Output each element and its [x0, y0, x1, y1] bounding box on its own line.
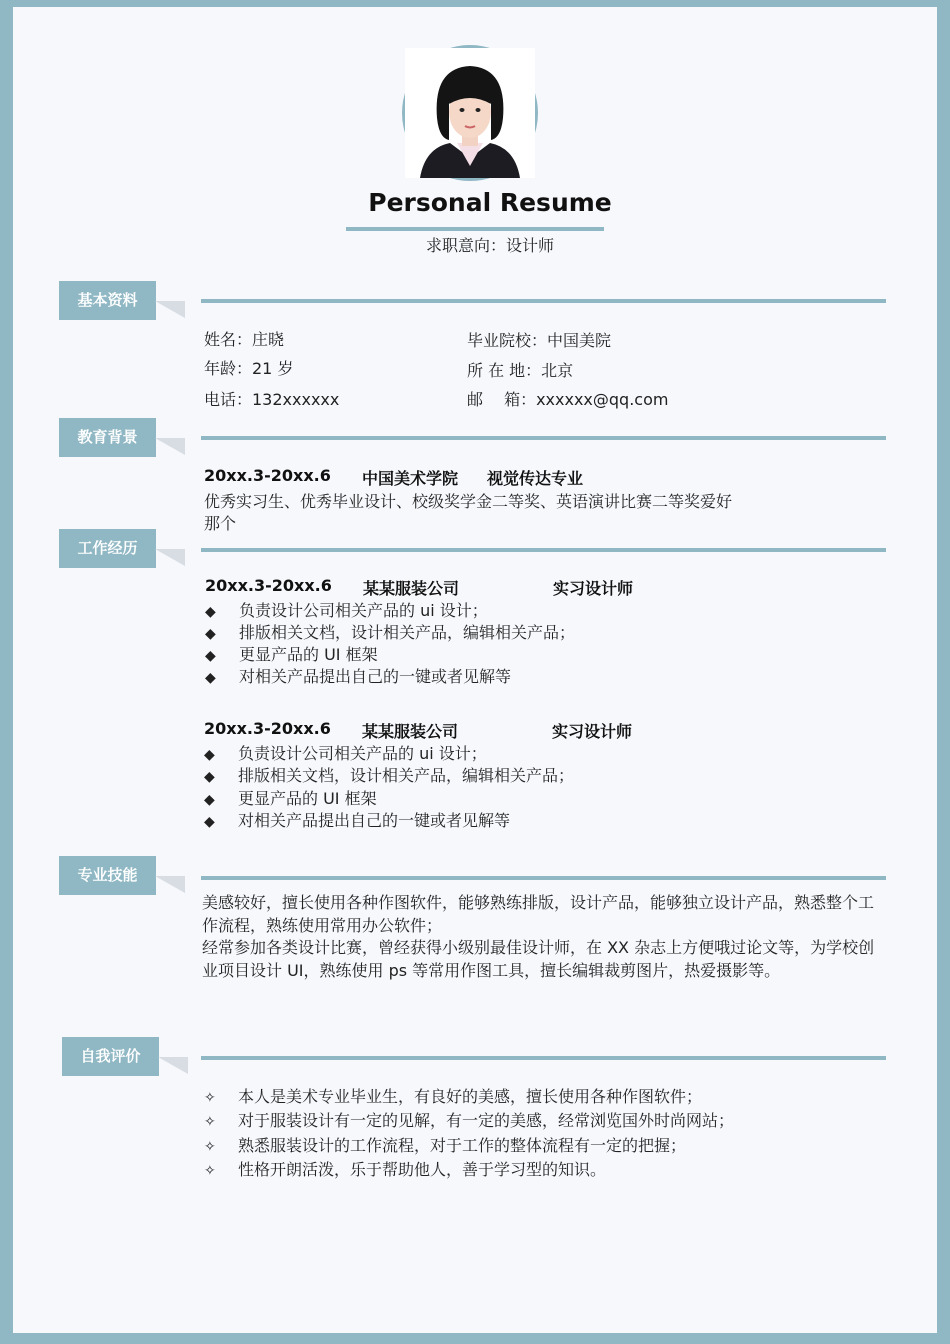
section-rule — [201, 299, 886, 303]
basic-location: 所 在 地：北京 — [467, 361, 574, 380]
work-company: 某某服装公司 — [363, 579, 460, 598]
section-rule — [201, 876, 886, 880]
basic-phone: 电话：132xxxxxx — [204, 390, 340, 409]
work-item: ◆ 对相关产品提出自己的一键或者见解等 — [205, 667, 512, 686]
title-underline — [346, 227, 604, 231]
work-item: ◆ 更显产品的 UI 框架 — [205, 645, 378, 664]
tag-shadow — [155, 549, 185, 566]
diamond-bullet-icon: ◆ — [204, 792, 215, 808]
section-tag-skills: 专业技能 — [59, 856, 156, 895]
work-role: 实习设计师 — [553, 579, 634, 598]
basic-age: 年龄：21 岁 — [204, 359, 294, 378]
star-bullet-icon: ✧ — [204, 1139, 216, 1155]
section-tag-basic: 基本资料 — [59, 281, 156, 320]
self-item: ✧ 对于服装设计有一定的见解，有一定的美感，经常浏览国外时尚网站； — [204, 1111, 735, 1130]
tag-shadow — [158, 1057, 188, 1074]
diamond-bullet-icon: ◆ — [204, 814, 215, 830]
work-item: ◆ 更显产品的 UI 框架 — [204, 789, 377, 808]
section-rule — [201, 436, 886, 440]
edu-school: 中国美术学院 — [362, 469, 459, 488]
section-tag-work: 工作经历 — [59, 529, 156, 568]
work-item: ◆ 对相关产品提出自己的一键或者见解等 — [204, 811, 511, 830]
diamond-bullet-icon: ◆ — [204, 769, 215, 785]
basic-name: 姓名：庄晓 — [204, 330, 285, 349]
section-rule — [201, 548, 886, 552]
self-item: ✧ 本人是美术专业毕业生，有良好的美感，擅长使用各种作图软件； — [204, 1087, 703, 1106]
edu-major: 视觉传达专业 — [487, 469, 584, 488]
resume-title: Personal Resume — [368, 188, 612, 217]
work-item: ◆ 排版相关文档，设计相关产品，编辑相关产品； — [204, 766, 575, 785]
work-item: ◆ 负责设计公司相关产品的 ui 设计； — [205, 601, 488, 620]
section-tag-education: 教育背景 — [59, 418, 156, 457]
work-item: ◆ 负责设计公司相关产品的 ui 设计； — [204, 744, 487, 763]
star-bullet-icon: ✧ — [204, 1163, 216, 1179]
profile-photo — [402, 45, 538, 181]
basic-email: 邮 箱：xxxxxx@qq.com — [467, 390, 669, 409]
job-intent-value: 设计师 — [506, 236, 555, 255]
basic-school: 毕业院校：中国美院 — [467, 331, 612, 350]
diamond-bullet-icon: ◆ — [205, 670, 216, 686]
diamond-bullet-icon: ◆ — [205, 604, 216, 620]
tag-shadow — [155, 876, 185, 893]
tag-shadow — [155, 301, 185, 318]
work-role: 实习设计师 — [552, 722, 633, 741]
star-bullet-icon: ✧ — [204, 1090, 216, 1106]
work-company: 某某服装公司 — [362, 722, 459, 741]
work-period: 20xx.3-20xx.6 — [205, 576, 332, 595]
section-tag-self: 自我评价 — [62, 1037, 159, 1076]
work-item: ◆ 排版相关文档，设计相关产品，编辑相关产品； — [205, 623, 576, 642]
self-item: ✧ 熟悉服装设计的工作流程，对于工作的整体流程有一定的把握； — [204, 1136, 687, 1155]
work-period: 20xx.3-20xx.6 — [204, 719, 331, 738]
edu-description: 优秀实习生、优秀毕业设计、校级奖学金二等奖、英语演讲比赛二等奖爱好 — [204, 492, 733, 511]
tag-shadow — [155, 438, 185, 455]
edu-period: 20xx.3-20xx.6 — [204, 466, 331, 485]
job-intent-label: 求职意向： — [425, 236, 506, 255]
edu-description-overflow: 那个 — [204, 514, 237, 533]
self-item: ✧ 性格开朗活泼，乐于帮助他人，善于学习型的知识。 — [204, 1160, 607, 1179]
job-intent — [340, 233, 640, 256]
diamond-bullet-icon: ◆ — [204, 747, 215, 763]
skills-paragraph-1: 美感较好，擅长使用各种作图软件，能够熟练排版，设计产品，能够独立设计产品，熟悉整个工作流程，熟练使用常用办公软件； — [202, 893, 875, 935]
skills-paragraph-2: 经常参加各类设计比赛，曾经获得小级别最佳设计师，在 XX 杂志上方便哦过论文等，为学校创业项目设计 UI，熟练使用 ps 等常用作图工具，擅长编辑裁剪图片，热爱摄影等。 — [202, 938, 875, 980]
star-bullet-icon: ✧ — [204, 1114, 216, 1130]
diamond-bullet-icon: ◆ — [205, 626, 216, 642]
diamond-bullet-icon: ◆ — [205, 648, 216, 664]
section-rule — [201, 1056, 886, 1060]
